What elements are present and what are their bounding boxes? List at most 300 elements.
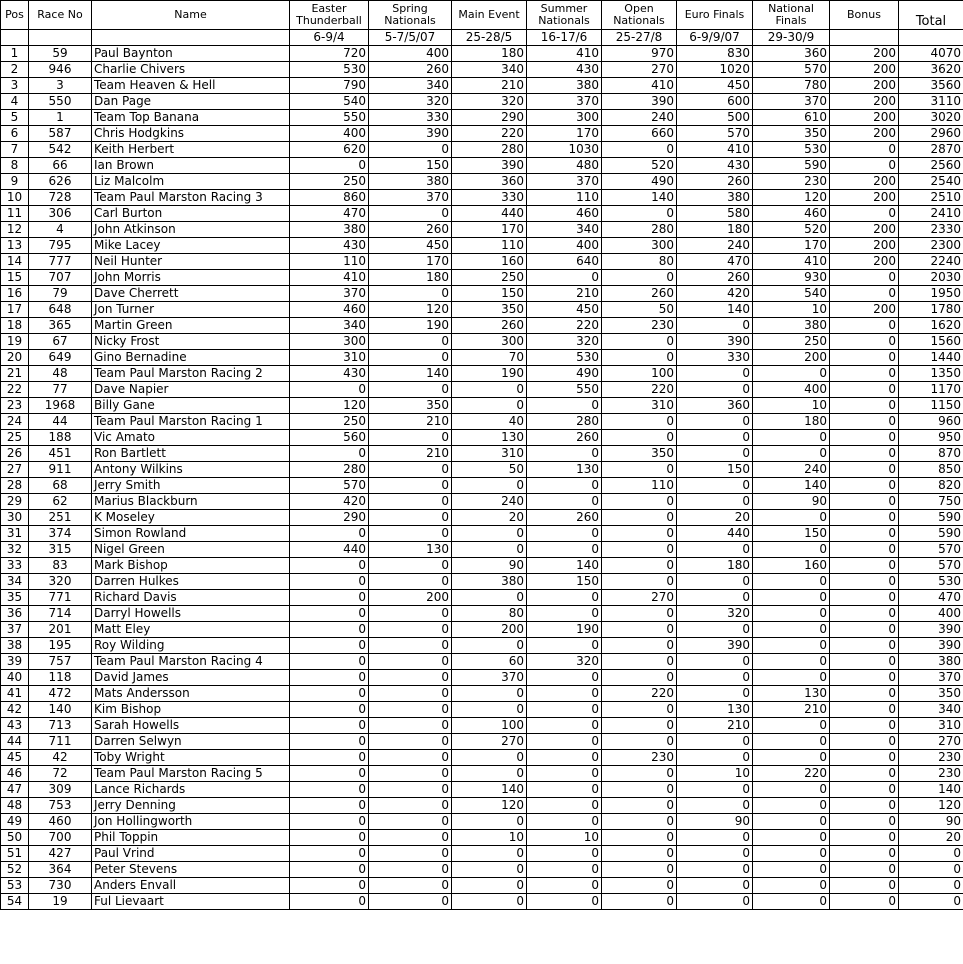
score-cell-main-event: 300 (452, 334, 527, 350)
score-cell-national-finals: 120 (753, 190, 830, 206)
table-row (1, 414, 963, 430)
table-row (1, 366, 963, 382)
score-cell-summer-nationals: 210 (527, 286, 602, 302)
score-cell-main-event: 40 (452, 414, 527, 430)
score-cell-euro-finals: 0 (677, 574, 753, 590)
score-cell-summer-nationals: 0 (527, 606, 602, 622)
event-date: 16-17/6 (527, 30, 602, 46)
race-number-cell: 201 (29, 622, 92, 638)
total-cell: 2540 (899, 174, 963, 190)
score-cell-easter-thunderball: 370 (290, 286, 369, 302)
race-number-cell: 753 (29, 798, 92, 814)
race-number-cell: 946 (29, 62, 92, 78)
position-cell: 6 (1, 126, 29, 142)
race-number-cell: 711 (29, 734, 92, 750)
header-event-line1: Euro Finals (684, 8, 745, 21)
race-number-cell: 451 (29, 446, 92, 462)
name-cell: Phil Toppin (92, 830, 290, 846)
name-cell: Darren Hulkes (92, 574, 290, 590)
total-cell: 2960 (899, 126, 963, 142)
score-cell-summer-nationals: 0 (527, 894, 602, 910)
score-cell-main-event: 70 (452, 350, 527, 366)
score-cell-main-event: 440 (452, 206, 527, 222)
score-cell-spring-nationals: 0 (369, 878, 452, 894)
score-cell-spring-nationals: 0 (369, 382, 452, 398)
position-cell: 11 (1, 206, 29, 222)
table-row (1, 782, 963, 798)
event-date: 25-28/5 (452, 30, 527, 46)
total-cell: 120 (899, 798, 963, 814)
name-cell: K Moseley (92, 510, 290, 526)
bonus-cell: 0 (830, 590, 899, 606)
score-cell-national-finals: 380 (753, 318, 830, 334)
table-row (1, 158, 963, 174)
score-cell-euro-finals: 360 (677, 398, 753, 414)
bonus-cell: 0 (830, 494, 899, 510)
bonus-cell: 0 (830, 846, 899, 862)
position-cell: 33 (1, 558, 29, 574)
total-cell: 570 (899, 558, 963, 574)
table-row (1, 78, 963, 94)
header-event-line1: National (768, 2, 814, 15)
score-cell-open-nationals: 0 (602, 702, 677, 718)
position-cell: 36 (1, 606, 29, 622)
header-pos: Pos (1, 1, 29, 30)
bonus-cell: 0 (830, 478, 899, 494)
table-row (1, 126, 963, 142)
score-cell-summer-nationals: 0 (527, 638, 602, 654)
score-cell-easter-thunderball: 410 (290, 270, 369, 286)
race-number-cell: 911 (29, 462, 92, 478)
score-cell-summer-nationals: 0 (527, 590, 602, 606)
total-cell: 590 (899, 526, 963, 542)
score-cell-easter-thunderball: 120 (290, 398, 369, 414)
score-cell-main-event: 0 (452, 878, 527, 894)
score-cell-national-finals: 0 (753, 734, 830, 750)
score-cell-spring-nationals: 0 (369, 734, 452, 750)
total-cell: 1620 (899, 318, 963, 334)
score-cell-summer-nationals: 370 (527, 94, 602, 110)
name-cell: Jon Turner (92, 302, 290, 318)
score-cell-main-event: 140 (452, 782, 527, 798)
table-row (1, 750, 963, 766)
score-cell-main-event: 160 (452, 254, 527, 270)
table-row (1, 270, 963, 286)
score-cell-main-event: 190 (452, 366, 527, 382)
total-cell: 340 (899, 702, 963, 718)
race-number-cell: 713 (29, 718, 92, 734)
name-cell: John Morris (92, 270, 290, 286)
position-cell: 42 (1, 702, 29, 718)
score-cell-open-nationals: 300 (602, 238, 677, 254)
score-cell-euro-finals: 260 (677, 174, 753, 190)
race-number-cell: 730 (29, 878, 92, 894)
score-cell-easter-thunderball: 620 (290, 142, 369, 158)
position-cell: 52 (1, 862, 29, 878)
score-cell-open-nationals: 0 (602, 142, 677, 158)
score-cell-spring-nationals: 450 (369, 238, 452, 254)
score-cell-summer-nationals: 0 (527, 398, 602, 414)
score-cell-national-finals: 540 (753, 286, 830, 302)
bonus-cell: 0 (830, 270, 899, 286)
bonus-cell: 0 (830, 814, 899, 830)
score-cell-main-event: 370 (452, 670, 527, 686)
bonus-cell: 200 (830, 190, 899, 206)
score-cell-summer-nationals: 130 (527, 462, 602, 478)
score-cell-euro-finals: 0 (677, 654, 753, 670)
table-row (1, 334, 963, 350)
position-cell: 32 (1, 542, 29, 558)
event-date: 5-7/5/07 (369, 30, 452, 46)
table-row (1, 254, 963, 270)
header-event-line2: Thunderball (296, 14, 362, 27)
bonus-cell: 0 (830, 462, 899, 478)
score-cell-summer-nationals: 0 (527, 798, 602, 814)
total-cell: 3620 (899, 62, 963, 78)
score-cell-euro-finals: 150 (677, 462, 753, 478)
score-cell-open-nationals: 520 (602, 158, 677, 174)
total-cell: 0 (899, 846, 963, 862)
race-number-cell: 649 (29, 350, 92, 366)
score-cell-open-nationals: 0 (602, 206, 677, 222)
table-row (1, 846, 963, 862)
score-cell-euro-finals: 0 (677, 894, 753, 910)
score-cell-open-nationals: 0 (602, 270, 677, 286)
race-number-cell: 1968 (29, 398, 92, 414)
bonus-cell: 0 (830, 398, 899, 414)
score-cell-open-nationals: 0 (602, 814, 677, 830)
score-cell-open-nationals: 0 (602, 782, 677, 798)
race-number-cell: 472 (29, 686, 92, 702)
bonus-cell: 0 (830, 206, 899, 222)
score-cell-national-finals: 0 (753, 590, 830, 606)
score-cell-euro-finals: 470 (677, 254, 753, 270)
score-cell-spring-nationals: 0 (369, 798, 452, 814)
score-cell-open-nationals: 0 (602, 414, 677, 430)
name-cell: Roy Wilding (92, 638, 290, 654)
name-cell: Nicky Frost (92, 334, 290, 350)
score-cell-national-finals: 0 (753, 446, 830, 462)
total-cell: 2240 (899, 254, 963, 270)
score-cell-main-event: 360 (452, 174, 527, 190)
table-row (1, 878, 963, 894)
score-cell-open-nationals: 0 (602, 878, 677, 894)
bonus-cell: 0 (830, 830, 899, 846)
score-cell-national-finals: 410 (753, 254, 830, 270)
bonus-cell: 0 (830, 142, 899, 158)
score-cell-national-finals: 240 (753, 462, 830, 478)
score-cell-main-event: 120 (452, 798, 527, 814)
score-cell-easter-thunderball: 110 (290, 254, 369, 270)
name-cell: Jon Hollingworth (92, 814, 290, 830)
race-number-cell: 771 (29, 590, 92, 606)
score-cell-main-event: 50 (452, 462, 527, 478)
score-cell-national-finals: 180 (753, 414, 830, 430)
total-cell: 3110 (899, 94, 963, 110)
position-cell: 54 (1, 894, 29, 910)
total-cell: 570 (899, 542, 963, 558)
header-event-line2: Nationals (538, 14, 590, 27)
score-cell-summer-nationals: 0 (527, 270, 602, 286)
score-cell-open-nationals: 270 (602, 590, 677, 606)
score-cell-national-finals: 0 (753, 718, 830, 734)
position-cell: 24 (1, 414, 29, 430)
score-cell-easter-thunderball: 0 (290, 590, 369, 606)
name-cell: Ful Lievaart (92, 894, 290, 910)
score-cell-main-event: 0 (452, 846, 527, 862)
score-cell-open-nationals: 0 (602, 350, 677, 366)
position-cell: 47 (1, 782, 29, 798)
event-date: 6-9/4 (290, 30, 369, 46)
score-cell-spring-nationals: 380 (369, 174, 452, 190)
score-cell-spring-nationals: 0 (369, 478, 452, 494)
header-event-line1: Main Event (458, 8, 520, 21)
header-name: Name (92, 1, 290, 30)
score-cell-open-nationals: 0 (602, 734, 677, 750)
score-cell-main-event: 0 (452, 526, 527, 542)
race-number-cell: 188 (29, 430, 92, 446)
table-row (1, 286, 963, 302)
score-cell-euro-finals: 130 (677, 702, 753, 718)
name-cell: Ian Brown (92, 158, 290, 174)
score-cell-open-nationals: 0 (602, 622, 677, 638)
score-cell-spring-nationals: 140 (369, 366, 452, 382)
score-cell-national-finals: 0 (753, 846, 830, 862)
total-cell: 400 (899, 606, 963, 622)
bonus-cell: 0 (830, 334, 899, 350)
score-cell-national-finals: 0 (753, 862, 830, 878)
score-cell-main-event: 60 (452, 654, 527, 670)
table-row (1, 318, 963, 334)
score-cell-summer-nationals: 640 (527, 254, 602, 270)
score-cell-main-event: 0 (452, 766, 527, 782)
score-cell-euro-finals: 10 (677, 766, 753, 782)
score-cell-euro-finals: 0 (677, 430, 753, 446)
score-cell-easter-thunderball: 310 (290, 350, 369, 366)
bonus-cell: 0 (830, 638, 899, 654)
score-cell-summer-nationals: 0 (527, 766, 602, 782)
score-cell-national-finals: 210 (753, 702, 830, 718)
name-cell: Team Paul Marston Racing 5 (92, 766, 290, 782)
score-cell-euro-finals: 600 (677, 94, 753, 110)
score-cell-open-nationals: 220 (602, 686, 677, 702)
score-cell-easter-thunderball: 430 (290, 366, 369, 382)
score-cell-summer-nationals: 0 (527, 494, 602, 510)
score-cell-national-finals: 230 (753, 174, 830, 190)
score-cell-main-event: 0 (452, 894, 527, 910)
score-cell-open-nationals: 260 (602, 286, 677, 302)
race-number-cell: 460 (29, 814, 92, 830)
score-cell-summer-nationals: 0 (527, 878, 602, 894)
score-cell-spring-nationals: 130 (369, 542, 452, 558)
race-number-cell: 72 (29, 766, 92, 782)
score-cell-main-event: 0 (452, 590, 527, 606)
bonus-cell: 0 (830, 718, 899, 734)
score-cell-spring-nationals: 0 (369, 510, 452, 526)
race-number-cell: 3 (29, 78, 92, 94)
score-cell-open-nationals: 280 (602, 222, 677, 238)
standings-body (1, 46, 963, 910)
race-number-cell: 700 (29, 830, 92, 846)
score-cell-spring-nationals: 0 (369, 334, 452, 350)
bonus-cell: 0 (830, 366, 899, 382)
position-cell: 1 (1, 46, 29, 62)
score-cell-easter-thunderball: 0 (290, 574, 369, 590)
score-cell-summer-nationals: 300 (527, 110, 602, 126)
score-cell-spring-nationals: 180 (369, 270, 452, 286)
table-row (1, 638, 963, 654)
score-cell-easter-thunderball: 570 (290, 478, 369, 494)
bonus-cell: 0 (830, 382, 899, 398)
bonus-cell: 200 (830, 126, 899, 142)
position-cell: 43 (1, 718, 29, 734)
name-cell: Richard Davis (92, 590, 290, 606)
score-cell-main-event: 150 (452, 286, 527, 302)
date-cell-empty (899, 30, 963, 46)
score-cell-easter-thunderball: 340 (290, 318, 369, 334)
score-cell-national-finals: 200 (753, 350, 830, 366)
total-cell: 20 (899, 830, 963, 846)
score-cell-easter-thunderball: 530 (290, 62, 369, 78)
total-cell: 1170 (899, 382, 963, 398)
total-cell: 230 (899, 750, 963, 766)
score-cell-main-event: 290 (452, 110, 527, 126)
score-cell-national-finals: 0 (753, 510, 830, 526)
score-cell-easter-thunderball: 0 (290, 446, 369, 462)
bonus-cell: 200 (830, 238, 899, 254)
name-cell: Jerry Denning (92, 798, 290, 814)
score-cell-summer-nationals: 340 (527, 222, 602, 238)
position-cell: 9 (1, 174, 29, 190)
bonus-cell: 0 (830, 446, 899, 462)
score-cell-euro-finals: 0 (677, 382, 753, 398)
score-cell-open-nationals: 100 (602, 366, 677, 382)
position-cell: 37 (1, 622, 29, 638)
score-cell-summer-nationals: 10 (527, 830, 602, 846)
score-cell-open-nationals: 0 (602, 606, 677, 622)
position-cell: 23 (1, 398, 29, 414)
total-cell: 390 (899, 622, 963, 638)
score-cell-euro-finals: 140 (677, 302, 753, 318)
score-cell-spring-nationals: 320 (369, 94, 452, 110)
name-cell: Keith Herbert (92, 142, 290, 158)
header-event-line1: Easter (311, 2, 347, 15)
name-cell: Lance Richards (92, 782, 290, 798)
total-cell: 390 (899, 638, 963, 654)
score-cell-national-finals: 0 (753, 638, 830, 654)
score-cell-summer-nationals: 140 (527, 558, 602, 574)
score-cell-easter-thunderball: 0 (290, 814, 369, 830)
score-cell-main-event: 0 (452, 862, 527, 878)
name-cell: Billy Gane (92, 398, 290, 414)
score-cell-national-finals: 0 (753, 574, 830, 590)
score-cell-main-event: 280 (452, 142, 527, 158)
score-cell-easter-thunderball: 430 (290, 238, 369, 254)
race-number-cell: 140 (29, 702, 92, 718)
total-cell: 2300 (899, 238, 963, 254)
name-cell: Jerry Smith (92, 478, 290, 494)
table-row (1, 574, 963, 590)
score-cell-spring-nationals: 0 (369, 286, 452, 302)
score-cell-euro-finals: 240 (677, 238, 753, 254)
score-cell-easter-thunderball: 380 (290, 222, 369, 238)
score-cell-open-nationals: 0 (602, 494, 677, 510)
total-cell: 0 (899, 878, 963, 894)
score-cell-main-event: 270 (452, 734, 527, 750)
race-number-cell: 306 (29, 206, 92, 222)
race-number-cell: 795 (29, 238, 92, 254)
score-cell-open-nationals: 0 (602, 526, 677, 542)
score-cell-open-nationals: 0 (602, 638, 677, 654)
score-cell-open-nationals: 490 (602, 174, 677, 190)
score-cell-euro-finals: 420 (677, 286, 753, 302)
table-row (1, 718, 963, 734)
score-cell-open-nationals: 140 (602, 190, 677, 206)
name-cell: Mike Lacey (92, 238, 290, 254)
score-cell-main-event: 0 (452, 382, 527, 398)
race-number-cell: 62 (29, 494, 92, 510)
race-number-cell: 195 (29, 638, 92, 654)
name-cell: Neil Hunter (92, 254, 290, 270)
bonus-cell: 0 (830, 862, 899, 878)
score-cell-national-finals: 460 (753, 206, 830, 222)
score-cell-euro-finals: 330 (677, 350, 753, 366)
score-cell-spring-nationals: 390 (369, 126, 452, 142)
table-row (1, 350, 963, 366)
score-cell-spring-nationals: 400 (369, 46, 452, 62)
score-cell-spring-nationals: 150 (369, 158, 452, 174)
score-cell-spring-nationals: 200 (369, 590, 452, 606)
score-cell-main-event: 130 (452, 430, 527, 446)
score-cell-summer-nationals: 460 (527, 206, 602, 222)
position-cell: 3 (1, 78, 29, 94)
bonus-cell: 0 (830, 686, 899, 702)
total-cell: 0 (899, 894, 963, 910)
score-cell-main-event: 0 (452, 398, 527, 414)
header-total: Total (899, 1, 963, 30)
name-cell: Team Heaven & Hell (92, 78, 290, 94)
bonus-cell: 0 (830, 702, 899, 718)
header-event-euro-finals (677, 1, 753, 30)
score-cell-summer-nationals: 490 (527, 366, 602, 382)
score-cell-easter-thunderball: 0 (290, 734, 369, 750)
bonus-cell: 0 (830, 158, 899, 174)
score-cell-national-finals: 10 (753, 302, 830, 318)
score-cell-main-event: 390 (452, 158, 527, 174)
total-cell: 950 (899, 430, 963, 446)
score-cell-open-nationals: 0 (602, 830, 677, 846)
score-cell-summer-nationals: 220 (527, 318, 602, 334)
table-row (1, 830, 963, 846)
position-cell: 15 (1, 270, 29, 286)
score-cell-easter-thunderball: 0 (290, 766, 369, 782)
score-cell-spring-nationals: 0 (369, 638, 452, 654)
total-cell: 3020 (899, 110, 963, 126)
score-cell-euro-finals: 90 (677, 814, 753, 830)
score-cell-spring-nationals: 260 (369, 222, 452, 238)
position-cell: 46 (1, 766, 29, 782)
table-row (1, 686, 963, 702)
bonus-cell: 0 (830, 894, 899, 910)
score-cell-euro-finals: 1020 (677, 62, 753, 78)
name-cell: Mats Andersson (92, 686, 290, 702)
score-cell-euro-finals: 0 (677, 478, 753, 494)
score-cell-easter-thunderball: 0 (290, 830, 369, 846)
table-row (1, 798, 963, 814)
score-cell-euro-finals: 0 (677, 446, 753, 462)
race-number-cell: 757 (29, 654, 92, 670)
bonus-cell: 0 (830, 542, 899, 558)
